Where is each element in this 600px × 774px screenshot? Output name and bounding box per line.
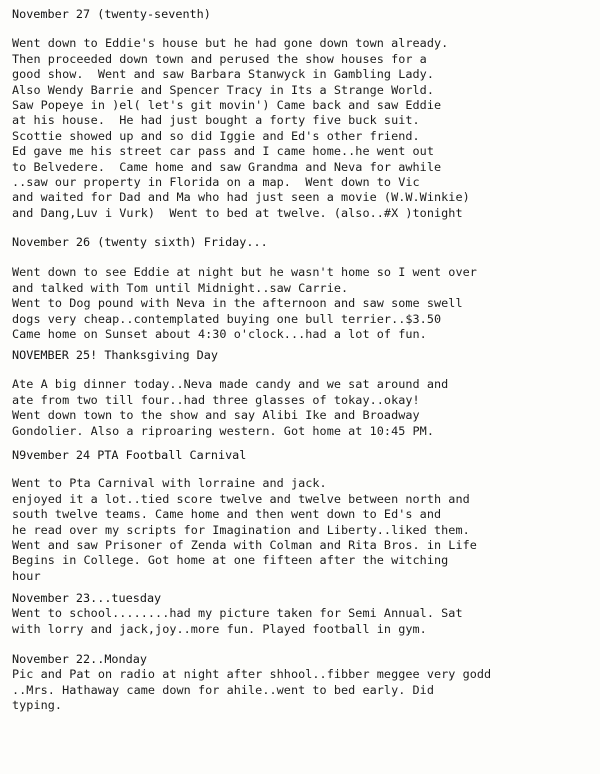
entry-heading: November 26 (twenty sixth) Friday... [12,235,268,249]
entry-line: Gondolier. Also a riproaring western. Got home at 10:45 PM. [12,423,434,438]
entry-nov-24 [12,448,596,584]
entry-line: Pic and Pat on radio at night after shhool..fibber meggee very godd [12,667,492,682]
entry-nov-27 [12,7,596,221]
entry-line: he read over my scripts for Imagination and Liberty..liked them. [12,522,470,537]
entry-line: at his house. He had just bought a forty five buck suit. [12,113,420,128]
entry-heading: November 27 (twenty-seventh) [12,7,211,21]
entry-heading: NOVEMBER 25! Thanksgiving Day [12,348,218,362]
entry-line: typing. [12,698,63,713]
entry-line: Scottie showed up and so did Iggie and Ed's other friend. [12,128,420,143]
entry-line: Then proceeded down town and perused the show houses for a [12,51,427,66]
entry-line: Came home on Sunset about 4:30 o'clock...had a lot of fun. [12,327,427,342]
entry-line: and waited for Dad and Ma who had just seen a movie (W.W.Winkie) [12,190,470,205]
entry-line: enjoyed it a lot..tied score twelve and twelve between north and [12,491,470,506]
entry-line: Saw Popeye in )el( let's git movin') Came back and saw Eddie [12,98,442,113]
entry-line: hour [12,568,41,583]
entry-line: south twelve teams. Came home and then went down to Ed's and [12,507,442,522]
entry-line: Went and saw Prisoner of Zenda with Colman and Rita Bros. in Life [12,538,477,553]
entry-heading: November 22..Monday [12,652,147,666]
entry-line: Begins in College. Got home at one fifteen after the witching [12,553,449,568]
entry-line: Went to school........had my picture taken for Semi Annual. Sat [12,606,463,621]
entry-heading: November 23...tuesday [12,591,162,605]
entry-line: Went to Dog pound with Neva in the afternoon and saw some swell [12,296,463,311]
entry-nov-23 [12,591,596,637]
entry-line: Went to Pta Carnival with lorraine and jack. [12,476,327,491]
entry-line: Went down to Eddie's house but he had gone down town already. [12,36,449,51]
entry-line: ..saw our property in Florida on a map. Went down to Vic [12,175,420,190]
entry-nov-26 [12,235,596,342]
entry-line: Ed gave me his street car pass and I came home..he went out [12,144,434,159]
entry-line: ate from two till four..had three glasses of tokay..okay! [12,392,420,407]
entry-line: and talked with Tom until Midnight..saw Carrie. [12,280,349,295]
entry-line: ..Mrs. Hathaway came down for ahile..went to bed early. Did [12,682,434,697]
entry-line: and Dang,Luv i Vurk) Went to bed at twelve. (also..#X )tonight [12,205,463,220]
entry-heading: N9vember 24 PTA Football Carnival [12,448,247,462]
entry-nov-22 [12,652,596,714]
entry-line: Also Wendy Barrie and Spencer Tracy in Its a Strange World. [12,82,434,97]
entry-line: good show. Went and saw Barbara Stanwyck in Gambling Lady. [12,67,434,82]
entry-line: with lorry and jack,joy..more fun. Played football in gym. [12,621,427,636]
entry-line: Went down town to the show and say Alibi Ike and Broadway [12,408,420,423]
entry-line: to Belvedere. Came home and saw Grandma and Neva for awhile [12,159,442,174]
entry-nov-25 [12,348,596,439]
entry-line: dogs very cheap..contemplated buying one bull terrier..$3.50 [12,311,442,326]
entry-line: Ate A big dinner today..Neva made candy and we sat around and [12,377,449,392]
entry-line: Went down to see Eddie at night but he wasn't home so I went over [12,265,477,280]
